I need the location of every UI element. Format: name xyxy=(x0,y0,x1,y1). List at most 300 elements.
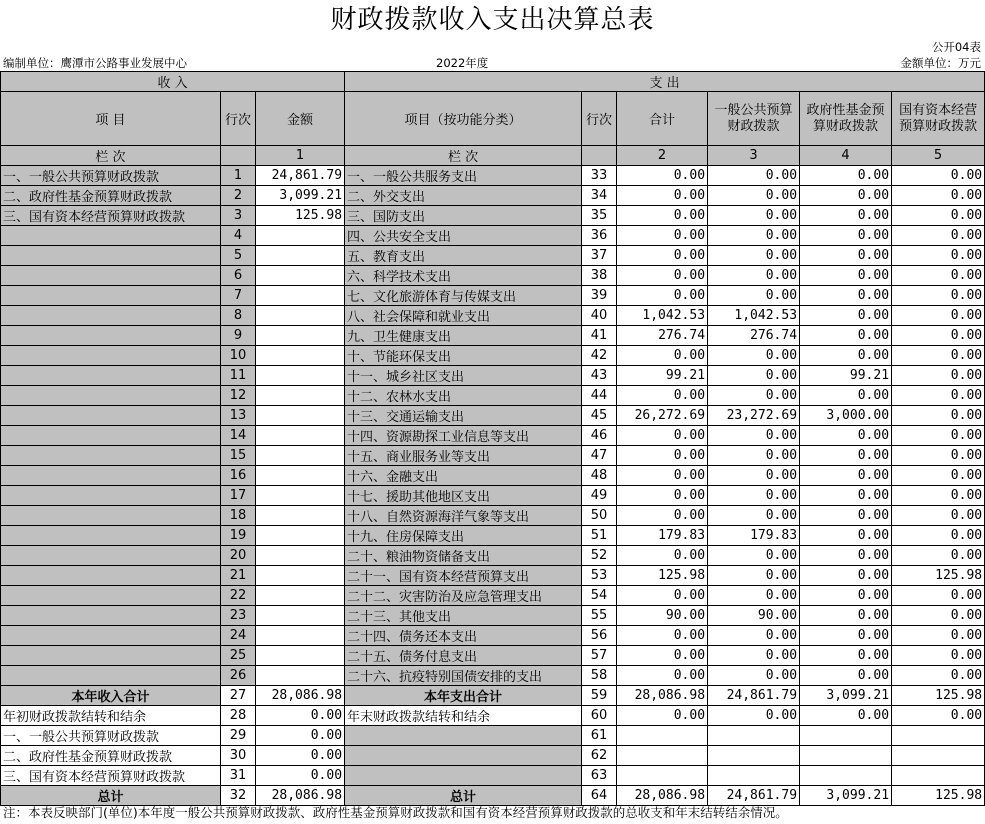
table-row xyxy=(1,186,985,206)
income-amount: 24,861.79 xyxy=(256,166,345,186)
income-row-no: 3 xyxy=(221,206,256,226)
col-header-general: 一般公共预算财政拨款 xyxy=(708,92,800,146)
income-amount xyxy=(256,526,345,546)
expense-item: 二十二、灾害防治及应急管理支出 xyxy=(345,586,582,606)
table-row xyxy=(1,346,985,366)
table-row xyxy=(1,566,985,586)
expense-gov-fund: 0.00 xyxy=(800,506,892,526)
expense-state-capital: 125.98 xyxy=(892,566,985,586)
table-row xyxy=(1,266,985,286)
expense-general: 0.00 xyxy=(708,486,800,506)
table-row xyxy=(1,226,985,246)
expense-row-no: 39 xyxy=(582,286,617,306)
income-item xyxy=(1,446,221,466)
expense-row-no: 40 xyxy=(582,306,617,326)
income-item: 总计 xyxy=(1,786,221,806)
income-amount: 125.98 xyxy=(256,206,345,226)
expense-state-capital: 0.00 xyxy=(892,166,985,186)
expense-total: 0.00 xyxy=(617,586,708,606)
income-row-no: 15 xyxy=(221,446,256,466)
income-row-no: 12 xyxy=(221,386,256,406)
expense-general: 24,861.79 xyxy=(708,686,800,706)
expense-item: 九、卫生健康支出 xyxy=(345,326,582,346)
expense-item: 二十五、债务付息支出 xyxy=(345,646,582,666)
expense-total: 0.00 xyxy=(617,466,708,486)
expense-gov-fund xyxy=(800,746,892,766)
table-row xyxy=(1,426,985,446)
expense-gov-fund: 0.00 xyxy=(800,546,892,566)
col-header-item: 项 目 xyxy=(1,92,221,146)
expense-row-no: 43 xyxy=(582,366,617,386)
expense-gov-fund: 0.00 xyxy=(800,346,892,366)
expense-total: 28,086.98 xyxy=(617,786,708,806)
expense-general: 0.00 xyxy=(708,586,800,606)
expense-total xyxy=(617,726,708,746)
expense-row-no: 50 xyxy=(582,506,617,526)
expense-row-no: 36 xyxy=(582,226,617,246)
income-amount xyxy=(256,606,345,626)
income-row-no: 32 xyxy=(221,786,256,806)
expense-state-capital: 0.00 xyxy=(892,186,985,206)
income-item: 一、一般公共预算财政拨款 xyxy=(1,166,221,186)
expense-row-no: 55 xyxy=(582,606,617,626)
col-row-blank-2 xyxy=(582,146,617,166)
income-amount xyxy=(256,586,345,606)
expense-state-capital: 0.00 xyxy=(892,386,985,406)
expense-general xyxy=(708,726,800,746)
income-row-no: 8 xyxy=(221,306,256,326)
expense-total: 0.00 xyxy=(617,706,708,726)
income-row-no: 27 xyxy=(221,686,256,706)
expense-total: 0.00 xyxy=(617,446,708,466)
expense-gov-fund: 0.00 xyxy=(800,446,892,466)
table-row xyxy=(1,486,985,506)
expense-item: 五、教育支出 xyxy=(345,246,582,266)
expense-row-no: 63 xyxy=(582,766,617,786)
expense-state-capital: 0.00 xyxy=(892,206,985,226)
expense-gov-fund: 3,099.21 xyxy=(800,686,892,706)
income-item xyxy=(1,546,221,566)
expense-row-no: 57 xyxy=(582,646,617,666)
expense-gov-fund: 0.00 xyxy=(800,166,892,186)
income-item xyxy=(1,346,221,366)
expense-general: 1,042.53 xyxy=(708,306,800,326)
expense-row-no: 64 xyxy=(582,786,617,806)
expense-gov-fund: 99.21 xyxy=(800,366,892,386)
table-row xyxy=(1,766,985,786)
income-row-no: 31 xyxy=(221,766,256,786)
expense-state-capital: 0.00 xyxy=(892,406,985,426)
expense-row-no: 53 xyxy=(582,566,617,586)
income-item xyxy=(1,386,221,406)
income-amount: 0.00 xyxy=(256,726,345,746)
income-amount xyxy=(256,566,345,586)
expense-item: 十二、农林水支出 xyxy=(345,386,582,406)
expense-gov-fund: 0.00 xyxy=(800,246,892,266)
section-income-header: 收 入 xyxy=(1,72,345,92)
expense-general: 0.00 xyxy=(708,226,800,246)
expense-gov-fund: 0.00 xyxy=(800,226,892,246)
expense-state-capital: 0.00 xyxy=(892,446,985,466)
col-header-func-item: 项目（按功能分类） xyxy=(345,92,582,146)
expense-general: 0.00 xyxy=(708,206,800,226)
expense-general: 179.83 xyxy=(708,526,800,546)
expense-row-no: 47 xyxy=(582,446,617,466)
col-row-number: 5 xyxy=(892,146,985,166)
expense-gov-fund: 0.00 xyxy=(800,706,892,726)
income-amount xyxy=(256,346,345,366)
expense-gov-fund: 0.00 xyxy=(800,286,892,306)
expense-item: 年末财政拨款结转和结余 xyxy=(345,706,582,726)
expense-state-capital: 0.00 xyxy=(892,466,985,486)
income-row-no: 28 xyxy=(221,706,256,726)
income-amount xyxy=(256,666,345,686)
expense-item: 总计 xyxy=(345,786,582,806)
expense-state-capital: 0.00 xyxy=(892,706,985,726)
expense-general: 0.00 xyxy=(708,246,800,266)
expense-gov-fund: 0.00 xyxy=(800,626,892,646)
expense-state-capital: 0.00 xyxy=(892,346,985,366)
money-unit: 金额单位：万元 xyxy=(900,56,981,70)
expense-row-no: 48 xyxy=(582,466,617,486)
table-row xyxy=(1,586,985,606)
income-row-no: 7 xyxy=(221,286,256,306)
income-row-no: 17 xyxy=(221,486,256,506)
income-item xyxy=(1,426,221,446)
expense-item: 十八、自然资源海洋气象等支出 xyxy=(345,506,582,526)
income-row-no: 23 xyxy=(221,606,256,626)
income-item xyxy=(1,406,221,426)
income-item xyxy=(1,586,221,606)
expense-item: 八、社会保障和就业支出 xyxy=(345,306,582,326)
expense-state-capital: 125.98 xyxy=(892,786,985,806)
expense-total: 0.00 xyxy=(617,426,708,446)
expense-general: 0.00 xyxy=(708,466,800,486)
expense-gov-fund: 0.00 xyxy=(800,566,892,586)
expense-total: 90.00 xyxy=(617,606,708,626)
table-row xyxy=(1,446,985,466)
expense-gov-fund: 0.00 xyxy=(800,526,892,546)
expense-total: 0.00 xyxy=(617,206,708,226)
expense-gov-fund: 0.00 xyxy=(800,186,892,206)
expense-state-capital xyxy=(892,726,985,746)
expense-row-no: 54 xyxy=(582,586,617,606)
table-row xyxy=(1,606,985,626)
expense-general: 0.00 xyxy=(708,266,800,286)
expense-item: 本年支出合计 xyxy=(345,686,582,706)
total-row xyxy=(1,686,985,706)
expense-state-capital: 125.98 xyxy=(892,686,985,706)
expense-item: 二十六、抗疫特别国债安排的支出 xyxy=(345,666,582,686)
table-row xyxy=(1,366,985,386)
income-amount: 28,086.98 xyxy=(256,786,345,806)
income-item xyxy=(1,366,221,386)
income-row-no: 21 xyxy=(221,566,256,586)
col-row-number: 3 xyxy=(708,146,800,166)
expense-row-no: 37 xyxy=(582,246,617,266)
col-header-gov-fund: 政府性基金预算财政拨款 xyxy=(800,92,892,146)
expense-total: 0.00 xyxy=(617,166,708,186)
income-amount xyxy=(256,406,345,426)
expense-state-capital: 0.00 xyxy=(892,606,985,626)
expense-total: 0.00 xyxy=(617,486,708,506)
table-row xyxy=(1,546,985,566)
income-item xyxy=(1,646,221,666)
expense-state-capital: 0.00 xyxy=(892,626,985,646)
income-amount: 0.00 xyxy=(256,746,345,766)
expense-state-capital: 0.00 xyxy=(892,506,985,526)
expense-gov-fund: 0.00 xyxy=(800,426,892,446)
expense-item xyxy=(345,746,582,766)
income-row-no: 6 xyxy=(221,266,256,286)
expense-state-capital: 0.00 xyxy=(892,546,985,566)
income-item: 三、国有资本经营预算财政拨款 xyxy=(1,766,221,786)
col-row-label-2: 栏 次 xyxy=(345,146,582,166)
expense-general xyxy=(708,746,800,766)
income-amount xyxy=(256,426,345,446)
expense-total: 28,086.98 xyxy=(617,686,708,706)
col-header-amount: 金额 xyxy=(256,92,345,146)
expense-item: 十七、援助其他地区支出 xyxy=(345,486,582,506)
expense-row-no: 49 xyxy=(582,486,617,506)
expense-general: 0.00 xyxy=(708,626,800,646)
table-row xyxy=(1,306,985,326)
income-amount xyxy=(256,446,345,466)
income-row-no: 14 xyxy=(221,426,256,446)
income-row-no: 4 xyxy=(221,226,256,246)
table-row xyxy=(1,666,985,686)
income-row-no: 29 xyxy=(221,726,256,746)
table-row xyxy=(1,246,985,266)
expense-row-no: 60 xyxy=(582,706,617,726)
income-amount xyxy=(256,366,345,386)
expense-state-capital: 0.00 xyxy=(892,286,985,306)
expense-total: 0.00 xyxy=(617,546,708,566)
income-amount xyxy=(256,626,345,646)
income-amount xyxy=(256,286,345,306)
col-row-number: 2 xyxy=(617,146,708,166)
income-item xyxy=(1,286,221,306)
expense-item: 十六、金融支出 xyxy=(345,466,582,486)
income-item xyxy=(1,246,221,266)
expense-item: 七、文化旅游体育与传媒支出 xyxy=(345,286,582,306)
expense-state-capital: 0.00 xyxy=(892,326,985,346)
expense-row-no: 42 xyxy=(582,346,617,366)
income-row-no: 24 xyxy=(221,626,256,646)
income-row-no: 10 xyxy=(221,346,256,366)
expense-row-no: 52 xyxy=(582,546,617,566)
expense-item: 二十三、其他支出 xyxy=(345,606,582,626)
expense-general: 0.00 xyxy=(708,186,800,206)
income-item: 本年收入合计 xyxy=(1,686,221,706)
expense-total: 0.00 xyxy=(617,626,708,646)
expense-gov-fund: 0.00 xyxy=(800,266,892,286)
expense-item: 二十、粮油物资储备支出 xyxy=(345,546,582,566)
expense-general: 0.00 xyxy=(708,706,800,726)
expense-total: 0.00 xyxy=(617,226,708,246)
income-row-no: 20 xyxy=(221,546,256,566)
expense-general: 0.00 xyxy=(708,426,800,446)
expense-state-capital: 0.00 xyxy=(892,586,985,606)
income-row-no: 19 xyxy=(221,526,256,546)
expense-total: 0.00 xyxy=(617,646,708,666)
compiling-unit: 编制单位：鹰潭市公路事业发展中心 xyxy=(3,56,187,70)
expense-gov-fund: 0.00 xyxy=(800,666,892,686)
expense-gov-fund: 0.00 xyxy=(800,466,892,486)
income-row-no: 1 xyxy=(221,166,256,186)
income-row-no: 26 xyxy=(221,666,256,686)
table-row xyxy=(1,726,985,746)
expense-gov-fund: 0.00 xyxy=(800,306,892,326)
expense-item: 十五、商业服务业等支出 xyxy=(345,446,582,466)
expense-general xyxy=(708,766,800,786)
expense-item: 二十一、国有资本经营预算支出 xyxy=(345,566,582,586)
expense-state-capital: 0.00 xyxy=(892,366,985,386)
income-item xyxy=(1,486,221,506)
expense-state-capital: 0.00 xyxy=(892,266,985,286)
table-row xyxy=(1,626,985,646)
expense-total: 0.00 xyxy=(617,286,708,306)
col-row-label: 栏 次 xyxy=(1,146,221,166)
expense-state-capital xyxy=(892,746,985,766)
income-row-no: 22 xyxy=(221,586,256,606)
expense-total: 0.00 xyxy=(617,386,708,406)
expense-general: 90.00 xyxy=(708,606,800,626)
income-row-no: 25 xyxy=(221,646,256,666)
expense-general: 24,861.79 xyxy=(708,786,800,806)
income-item: 年初财政拨款结转和结余 xyxy=(1,706,221,726)
expense-item: 十、节能环保支出 xyxy=(345,346,582,366)
expense-general: 0.00 xyxy=(708,346,800,366)
expense-state-capital: 0.00 xyxy=(892,226,985,246)
expense-general: 0.00 xyxy=(708,366,800,386)
expense-row-no: 61 xyxy=(582,726,617,746)
income-item xyxy=(1,266,221,286)
expense-state-capital: 0.00 xyxy=(892,246,985,266)
col-row-number: 4 xyxy=(800,146,892,166)
expense-gov-fund: 0.00 xyxy=(800,326,892,346)
expense-total: 0.00 xyxy=(617,506,708,526)
income-amount xyxy=(256,506,345,526)
income-item: 三、国有资本经营预算财政拨款 xyxy=(1,206,221,226)
expense-general: 0.00 xyxy=(708,446,800,466)
expense-row-no: 59 xyxy=(582,686,617,706)
expense-row-no: 38 xyxy=(582,266,617,286)
expense-state-capital: 0.00 xyxy=(892,666,985,686)
expense-row-no: 56 xyxy=(582,626,617,646)
expense-state-capital: 0.00 xyxy=(892,646,985,666)
expense-state-capital: 0.00 xyxy=(892,486,985,506)
expense-state-capital: 0.00 xyxy=(892,306,985,326)
expense-item: 三、国防支出 xyxy=(345,206,582,226)
expense-total: 276.74 xyxy=(617,326,708,346)
table-row xyxy=(1,466,985,486)
table-row xyxy=(1,406,985,426)
expense-general: 276.74 xyxy=(708,326,800,346)
expense-item xyxy=(345,726,582,746)
expense-row-no: 33 xyxy=(582,166,617,186)
expense-general: 0.00 xyxy=(708,646,800,666)
income-amount: 0.00 xyxy=(256,706,345,726)
table-row xyxy=(1,286,985,306)
expense-item: 二十四、债务还本支出 xyxy=(345,626,582,646)
col-row-number: 1 xyxy=(256,146,345,166)
income-amount xyxy=(256,266,345,286)
expense-item xyxy=(345,766,582,786)
col-header-state-capital: 国有资本经营预算财政拨款 xyxy=(892,92,985,146)
col-header-row-no-2: 行次 xyxy=(582,92,617,146)
expense-gov-fund: 0.00 xyxy=(800,206,892,226)
table-row xyxy=(1,166,985,186)
expense-row-no: 34 xyxy=(582,186,617,206)
income-row-no: 13 xyxy=(221,406,256,426)
income-item xyxy=(1,606,221,626)
expense-gov-fund: 0.00 xyxy=(800,646,892,666)
expense-total xyxy=(617,766,708,786)
expense-row-no: 51 xyxy=(582,526,617,546)
income-item xyxy=(1,506,221,526)
expense-general: 0.00 xyxy=(708,166,800,186)
expense-general: 0.00 xyxy=(708,286,800,306)
income-row-no: 18 xyxy=(221,506,256,526)
expense-general: 0.00 xyxy=(708,506,800,526)
expense-total: 99.21 xyxy=(617,366,708,386)
income-amount xyxy=(256,386,345,406)
income-row-no: 30 xyxy=(221,746,256,766)
expense-row-no: 44 xyxy=(582,386,617,406)
table-row xyxy=(1,706,985,726)
income-item xyxy=(1,226,221,246)
table-row xyxy=(1,206,985,226)
expense-item: 十一、城乡社区支出 xyxy=(345,366,582,386)
income-item xyxy=(1,326,221,346)
expense-item: 十四、资源勘探工业信息等支出 xyxy=(345,426,582,446)
income-amount xyxy=(256,226,345,246)
col-row-blank xyxy=(221,146,256,166)
income-row-no: 2 xyxy=(221,186,256,206)
income-amount xyxy=(256,486,345,506)
income-amount xyxy=(256,246,345,266)
expense-total: 0.00 xyxy=(617,186,708,206)
income-row-no: 11 xyxy=(221,366,256,386)
budget-table xyxy=(0,71,985,806)
income-amount xyxy=(256,546,345,566)
expense-general: 23,272.69 xyxy=(708,406,800,426)
income-amount: 0.00 xyxy=(256,766,345,786)
income-item: 一、一般公共预算财政拨款 xyxy=(1,726,221,746)
expense-general: 0.00 xyxy=(708,386,800,406)
expense-total: 0.00 xyxy=(617,266,708,286)
expense-gov-fund: 0.00 xyxy=(800,606,892,626)
expense-general: 0.00 xyxy=(708,566,800,586)
expense-item: 一、一般公共服务支出 xyxy=(345,166,582,186)
form-number: 公开04表 xyxy=(931,40,981,54)
expense-gov-fund: 3,099.21 xyxy=(800,786,892,806)
expense-row-no: 46 xyxy=(582,426,617,446)
fiscal-year: 2022年度 xyxy=(436,56,489,70)
expense-general: 0.00 xyxy=(708,546,800,566)
expense-gov-fund xyxy=(800,726,892,746)
income-amount: 3,099.21 xyxy=(256,186,345,206)
expense-item: 四、公共安全支出 xyxy=(345,226,582,246)
income-amount xyxy=(256,326,345,346)
expense-total: 179.83 xyxy=(617,526,708,546)
income-row-no: 9 xyxy=(221,326,256,346)
expense-total: 26,272.69 xyxy=(617,406,708,426)
expense-row-no: 58 xyxy=(582,666,617,686)
expense-gov-fund xyxy=(800,766,892,786)
expense-total: 0.00 xyxy=(617,346,708,366)
